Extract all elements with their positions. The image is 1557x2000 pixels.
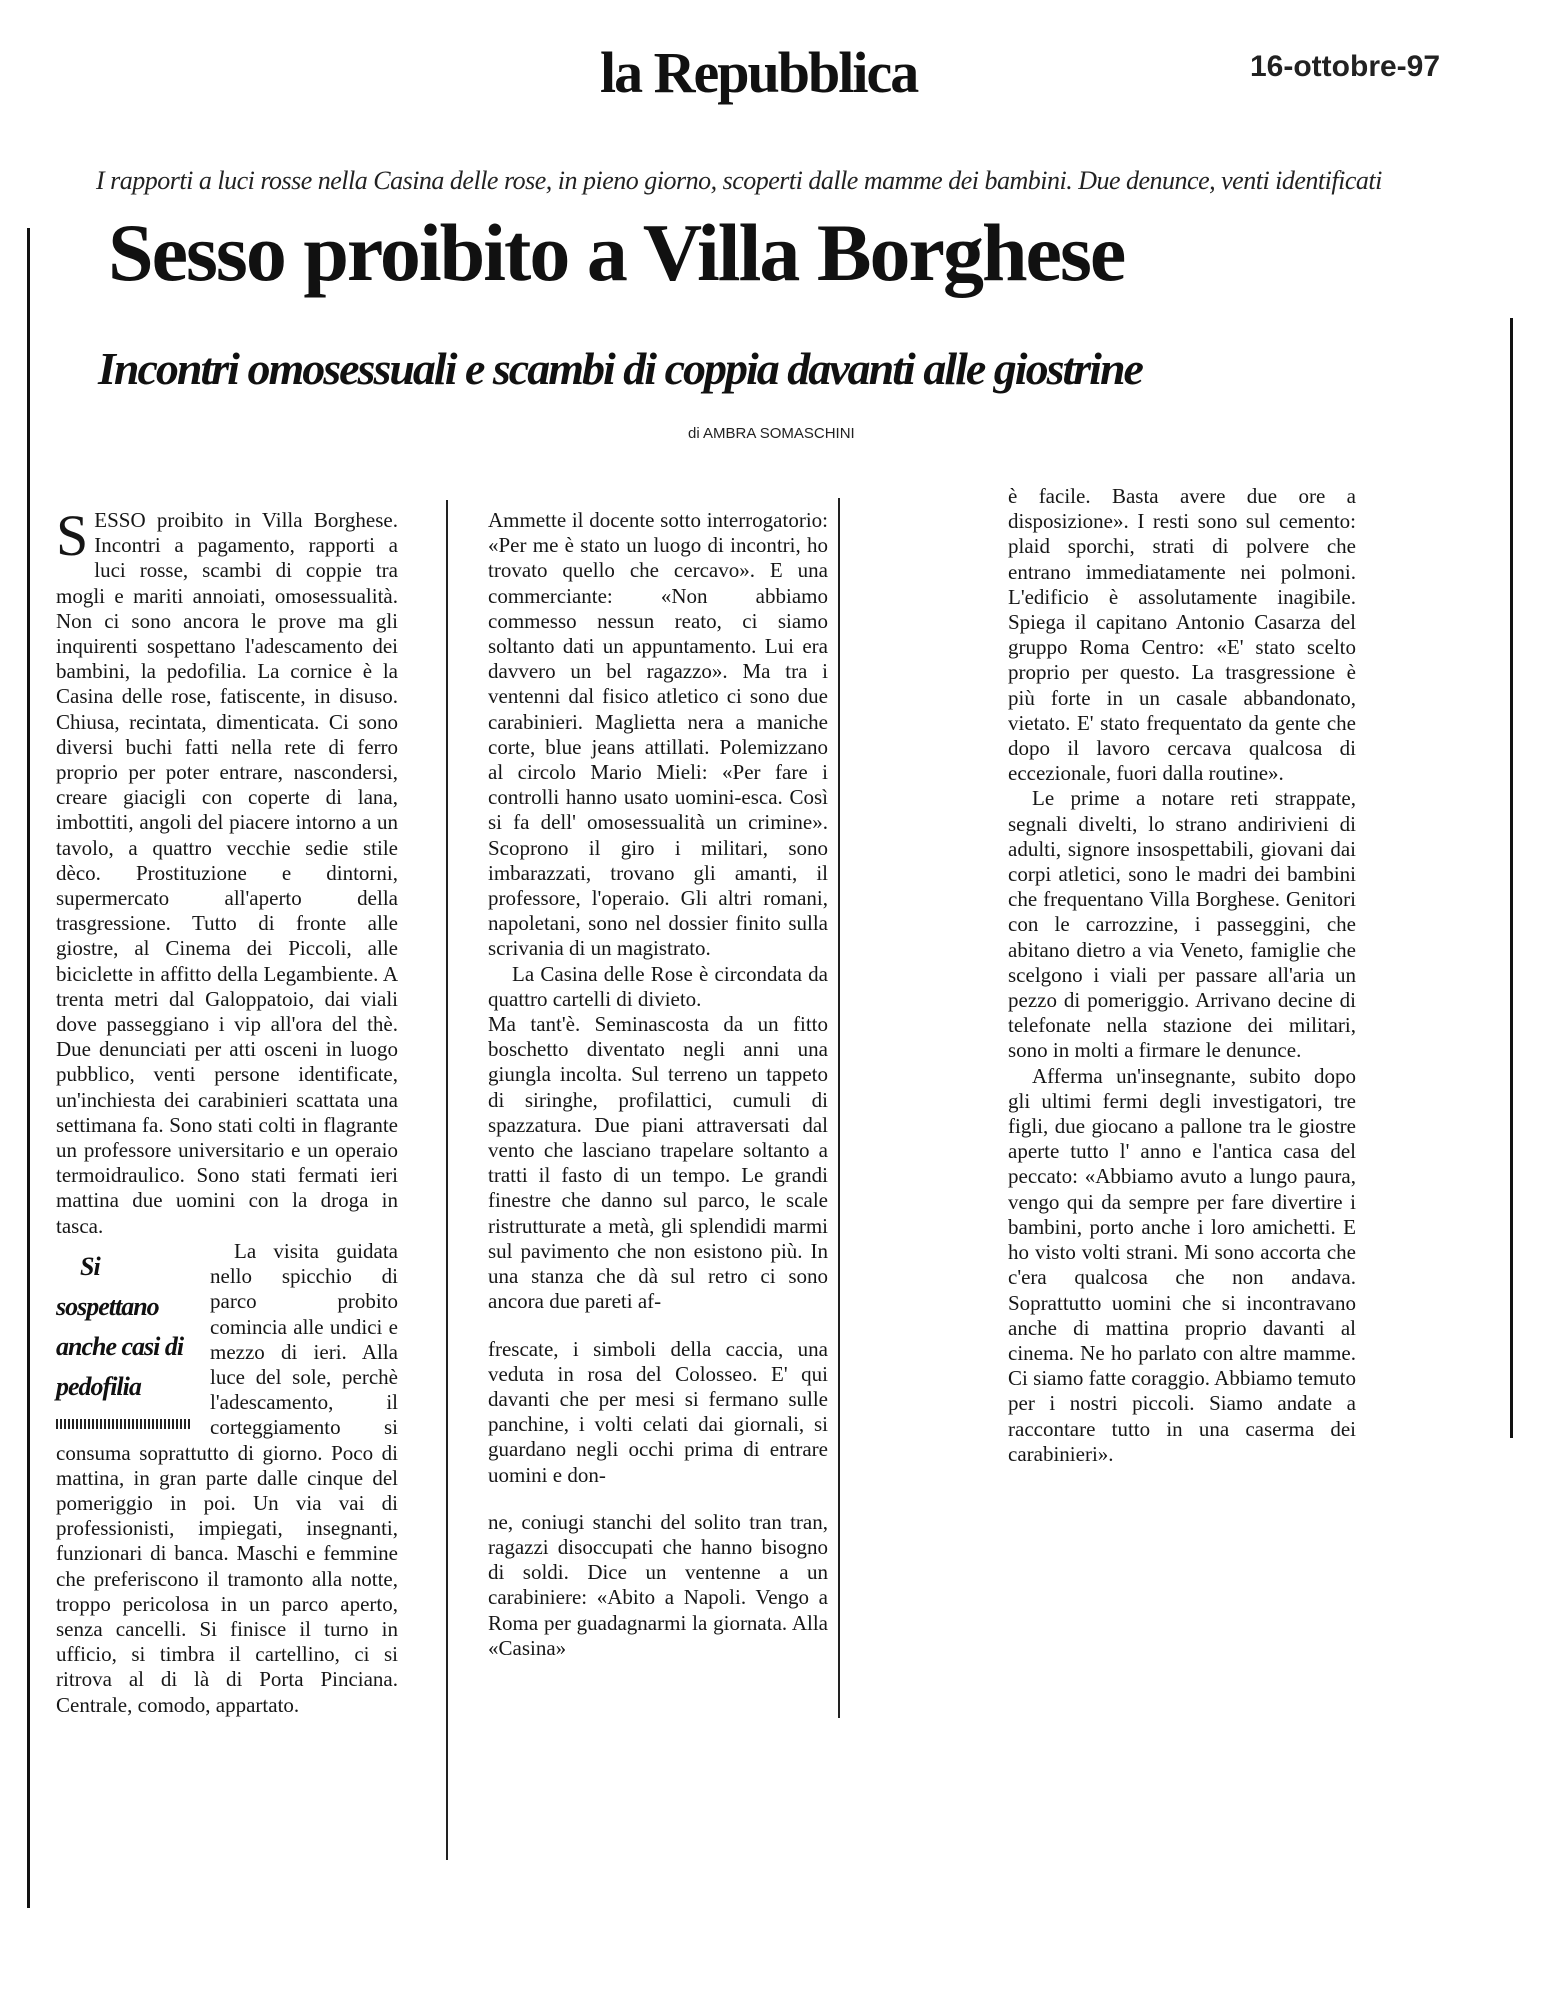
- paragraph: [56, 1239, 398, 1718]
- article-column-1: [56, 503, 398, 1718]
- paragraph: è facile. Basta avere due ore a disposizione». I resti sono sul cemento: plaid sporchi, strati di polvere che entrano immediatamente nei polmoni. L'edificio è assolutamente inagibile. Spiega il capitano Antonio Casarza del gruppo Roma Centro: «E' stato scelto proprio per questo. La trasgressione è più forte in un casale abbandonato, vietato. E' stato frequentato da gente che dopo il lavoro cercava qualcosa di eccezionale, fuori dalla routine».: [1008, 484, 1356, 786]
- kicker: I rapporti a luci rosse nella Casina delle rose, in pieno giorno, scoperti dalle mamme dei bambini. Due denunce, venti identificati: [96, 166, 1382, 195]
- column-divider-2: [838, 498, 840, 1718]
- drop-cap: S: [56, 503, 89, 568]
- paragraph: Ma tant'è. Seminascosta da un fitto boschetto diventato negli anni una giungla incolta. Sul terreno un tappeto di siringhe, profilattici, cumuli di spazzatura. Due piani attraversati dal vento che lasciano trapelare soltanto a tratti il fasto di un tempo. Le grandi finestre che danno sul parco, le scale ristrutturate a metà, gli splendidi marmi sul pavimento che non esistono più. In una stanza che dà sul retro ci sono ancora due pareti af-: [488, 1012, 828, 1314]
- article-column-3: [1008, 484, 1356, 1467]
- paragraph: ne, coniugi stanchi del solito tran tran, ragazzi disoccupati che hanno bisogno di soldi. Dice un ventenne a un carabiniere: «Abito a Napoli. Vengo a Roma per guadagnarmi la giornata. Alla «Casina»: [488, 1509, 828, 1660]
- column-divider-1: [446, 500, 448, 1860]
- subheadline: Incontri omosessuali e scambi di coppia davanti alle giostrine: [98, 343, 1142, 394]
- pull-quote-text: Si sospettano anche casi di pedofilia: [56, 1251, 184, 1401]
- paragraph-text: ESSO proibito in Villa Borghese. Incontri a pagamento, rapporti a luci rosse, scambi di coppie tra mogli e mariti annoiati, omosessualità. Non ci sono ancora le prove ma gli inquirenti sospettano l'adescamento dei bambini, la pedofilia. La cornice è la Casina delle rose, fatiscente, in disuso. Chiusa, recintata, dimenticata. Ci sono diversi buchi fatti nella rete di ferro proprio per poter entrare, nascondersi, creare giacigli con coperte di lana, imbottiti, angoli del piacere intorno a un tavolo, a quattro vecchie sedie stile dèco. Prostituzione e dintorni, supermercato all'aperto della trasgressione. Tutto di fronte alle giostre, al Cinema dei Piccoli, alle biciclette in affitto della Legambiente. A trenta metri dal Galoppatoio, dai viali dove passeggiano i vip all'ora del thè. Due denunciati per atti osceni in luogo pubblico, venti persone identificate, un'inchiesta dei carabinieri scattata una settimana fa. Sono stati colti in flagrante un professore universitario e un operaio termoidraulico. Sono stati fermati ieri mattina due uomini con la droga in tasca.: [56, 508, 398, 1238]
- paragraph: Afferma un'insegnante, subito dopo gli ultimi fermi degli investigatori, tre figli, due giocano a pallone tra le giostre aperte tutto l' anno e l'antica casa del peccato: «Abbiamo avuto a lungo paura, vengo qui da sempre per fare divertire i bambini, porto anche i loro amichetti. E ho visto volti strani. Mi sono accorta che c'era qualcosa che non andava. Soprattutto uomini che si incontravano anche di mattina proprio davanti al cinema. Ne ho parlato con altre mamme. Ci siamo fatte coraggio. Abbiamo temuto per i nostri piccoli. Siamo andate a raccontare tutto in una caserma dei carabinieri».: [1008, 1063, 1356, 1466]
- column-gap: [488, 1488, 828, 1510]
- paragraph: Ammette il docente sotto interrogatorio: «Per me è stato un luogo di incontri, ho trovato quello che cercavo». E una commerciante: «Non abbiamo commesso nessun reato, ci siamo soltanto dati un appuntamento. Lui era davvero un bel ragazzo». Ma tra i ventenni dal fisico atletico ci sono due carabinieri. Maglietta nera a maniche corte, blue jeans attillati. Polemizzano al circolo Mario Mieli: «Per fare i controlli hanno usato uomini-esca. Così si fa dell' omosessualità un crimine». Scoprono il giro i militari, sono imbarazzati, trovano gli amanti, il professore, l'operaio. Gli altri romani, napoletani, sono nel dossier finito sulla scrivania di un magistrato.: [488, 508, 828, 961]
- paragraph-text: La visita guidata nello spicchio di parco probito comincia alle undici e mezzo di ieri. Alla luce del sole, perchè l'adescamento, il corteggiamento si consuma soprattutto di giorno. Poco di mattina, in gran parte dalle cinque del pomeriggio in poi. Un via vai di professionisti, impiegati, insegnanti, funzionari di banca. Maschi e femmine che preferiscono il tramonto alla notte, troppo pericolosa in un parco aperto, senza cancelli. Si finisce il turno in ufficio, si timbra il cartellino, ci si ritrova al di là di Porta Pinciana. Centrale, comodo, appartato.: [56, 1238, 398, 1717]
- pull-quote: [56, 1247, 196, 1429]
- paragraph: [56, 503, 398, 1239]
- right-border-rule: [1510, 318, 1513, 1438]
- left-border-rule: [27, 228, 30, 1908]
- newspaper-masthead: la Repubblica: [600, 40, 918, 105]
- byline: di AMBRA SOMASCHINI: [688, 425, 855, 442]
- article-column-2: [488, 508, 828, 1661]
- paragraph: frescate, i simboli della caccia, una veduta in rosa del Colosseo. E' qui davanti che per mesi si fermano sulle panchine, i volti celati dai giornali, si guardano negli occhi prima di entrare uomini e don-: [488, 1336, 828, 1487]
- publication-date: 16-ottobre-97: [1250, 50, 1441, 83]
- pull-quote-hatch-bar: [56, 1419, 192, 1429]
- column-gap: [488, 1315, 828, 1337]
- paragraph: La Casina delle Rose è circondata da quattro cartelli di divieto.: [488, 961, 828, 1011]
- headline: Sesso proibito a Villa Borghese: [108, 207, 1125, 298]
- paragraph: Le prime a notare reti strappate, segnali divelti, lo strano andirivieni di adulti, signore insospettabili, giovani dai corpi atletici, sono le madri dei bambini che frequentano Villa Borghese. Genitori con le carrozzine, i passeggini, che abitano dietro a via Veneto, famiglie che scelgono i viali per passare all'aria un pezzo di pomeriggio. Arrivano decine di telefonate nella stazione dei militari, sono in molti a firmare le denunce.: [1008, 786, 1356, 1063]
